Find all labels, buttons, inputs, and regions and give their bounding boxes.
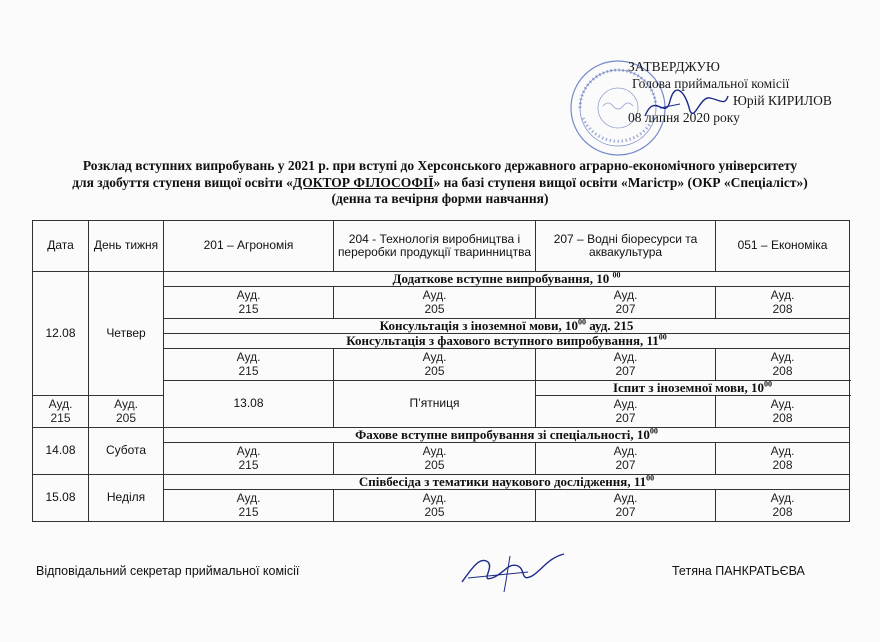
event-text: Співбесіда з тематики наукового дослідження, 11 [358, 474, 647, 489]
room-cell [716, 490, 850, 522]
event-time-sup: 00 [764, 379, 773, 389]
event-time-sup: 00 [649, 426, 658, 436]
room-cell [716, 349, 850, 381]
room-number: 208 [772, 457, 793, 472]
date-cell: 12.08 [33, 272, 89, 396]
room-label: Ауд. [613, 288, 638, 302]
room-cell [716, 443, 850, 475]
room-label: Ауд. [770, 397, 795, 411]
title-line-2-prefix: для здобуття ступеня вищої освіти « [72, 174, 293, 190]
room-number: 208 [772, 363, 793, 378]
event-text: Консультація з іноземної мови, 10 [379, 318, 578, 333]
approval-name: Юрій КИРИЛОВ [733, 93, 832, 108]
event-time-sup: 00 [577, 317, 586, 327]
header-date: Дата [33, 221, 89, 272]
event-time-sup: 00 [612, 270, 621, 280]
room-number: 215 [50, 410, 71, 425]
header-day: День тижня [89, 221, 164, 272]
room-cell [89, 396, 164, 428]
title-line-1: Розклад вступних випробувань у 2021 р. при вступі до Херсонського державного аграрно-економічного університету [82, 158, 798, 173]
event-time-sup: 00 [646, 473, 655, 483]
event-row [33, 428, 850, 443]
room-number: 205 [424, 363, 445, 378]
room-cell [536, 349, 716, 381]
event-additional-exam [164, 272, 850, 287]
room-number: 215 [238, 301, 259, 316]
event-room-text: ауд. 215 [585, 318, 634, 333]
degree-name: ДОКТОР ФІЛОСОФІЇ [292, 174, 434, 190]
chairman-signature [640, 86, 730, 126]
event-professional-exam [164, 428, 850, 443]
room-number: 205 [424, 504, 445, 519]
header-201: 201 – Агрономія [164, 221, 334, 272]
room-label: Ауд. [114, 397, 138, 411]
room-label: Ауд. [770, 444, 795, 458]
room-number: 205 [115, 410, 137, 425]
room-label: Ауд. [770, 288, 795, 302]
event-language-exam [536, 381, 850, 396]
day-cell: П’ятниця [334, 381, 536, 428]
room-number: 207 [615, 457, 636, 472]
room-cell [334, 443, 536, 475]
room-number: 207 [615, 504, 636, 519]
title-line-3: (денна та вечірня форми навчання) [331, 191, 549, 206]
room-cell [334, 349, 536, 381]
room-number: 215 [238, 504, 259, 519]
date-cell: 15.08 [33, 475, 89, 522]
room-cell [716, 287, 850, 319]
room-label: Ауд. [613, 444, 638, 458]
title-line-2-suffix: » на базі ступеня вищої освіти «Магістр» (ОКР «Спеціаліст») [433, 174, 808, 190]
room-cell [536, 443, 716, 475]
room-number: 205 [424, 301, 445, 316]
room-label: Ауд. [613, 491, 638, 505]
room-cell [536, 396, 716, 428]
room-label: Ауд. [613, 350, 638, 364]
header-204: 204 - Технологія виробництва і переробки продукції тваринництва [334, 221, 536, 272]
room-number: 208 [772, 504, 793, 519]
approval-position: Голова приймальної комісії [632, 76, 790, 91]
room-cell [164, 287, 334, 319]
event-text: Іспит з іноземної мови, 10 [612, 380, 765, 395]
table-header-row [33, 221, 850, 272]
day-cell: Четвер [89, 272, 164, 396]
room-number: 208 [772, 301, 793, 316]
event-research-interview [164, 475, 850, 490]
date-cell: 13.08 [164, 381, 334, 428]
room-label: Ауд. [613, 397, 638, 411]
event-language-consultation [164, 319, 850, 334]
room-number: 207 [615, 363, 636, 378]
room-cell [536, 490, 716, 522]
room-label: Ауд. [236, 491, 261, 505]
room-label: Ауд. [422, 288, 447, 302]
room-cell [33, 396, 89, 428]
document-title [14, 158, 866, 208]
event-professional-consultation [164, 334, 850, 349]
day-cell: Субота [89, 428, 164, 475]
room-label: Ауд. [422, 491, 447, 505]
room-label: Ауд. [48, 397, 73, 411]
header-207: 207 – Водні біоресурси та аквакультура [536, 221, 716, 272]
room-label: Ауд. [770, 350, 795, 364]
room-cell [334, 287, 536, 319]
room-label: Ауд. [236, 350, 261, 364]
day-cell: Неділя [89, 475, 164, 522]
secretary-title: Відповідальний секретар приймальної комісії [36, 564, 300, 578]
event-row [33, 272, 850, 287]
room-label: Ауд. [422, 350, 447, 364]
approval-heading: ЗАТВЕРДЖУЮ [628, 59, 720, 74]
room-number: 215 [238, 363, 259, 378]
room-label: Ауд. [236, 288, 261, 302]
secretary-name: Тетяна ПАНКРАТЬЄВА [672, 564, 805, 578]
room-number: 205 [424, 457, 445, 472]
schedule-table [32, 220, 850, 522]
date-cell: 14.08 [33, 428, 89, 475]
room-cell [334, 490, 536, 522]
title-line-2 [14, 175, 866, 192]
room-number: 208 [772, 410, 793, 425]
room-number: 207 [615, 301, 636, 316]
approval-date: 08 липня 2020 року [628, 110, 740, 125]
room-cell [536, 287, 716, 319]
event-row [33, 475, 850, 490]
room-label: Ауд. [770, 491, 795, 505]
room-cell [164, 490, 334, 522]
event-text: Додаткове вступне випробування, 10 [392, 271, 610, 286]
event-text: Фахове вступне випробування зі спеціальності, 10 [355, 427, 650, 442]
room-label: Ауд. [422, 444, 447, 458]
event-text: Консультація з фахового вступного випробування, 11 [346, 333, 659, 348]
room-number: 207 [615, 410, 636, 425]
room-cell [164, 443, 334, 475]
room-cell [164, 349, 334, 381]
room-cell [716, 396, 850, 428]
secretary-signature [458, 548, 568, 596]
event-time-sup: 00 [658, 332, 667, 342]
room-label: Ауд. [236, 444, 261, 458]
room-number: 215 [238, 457, 259, 472]
header-051: 051 – Економіка [716, 221, 850, 272]
